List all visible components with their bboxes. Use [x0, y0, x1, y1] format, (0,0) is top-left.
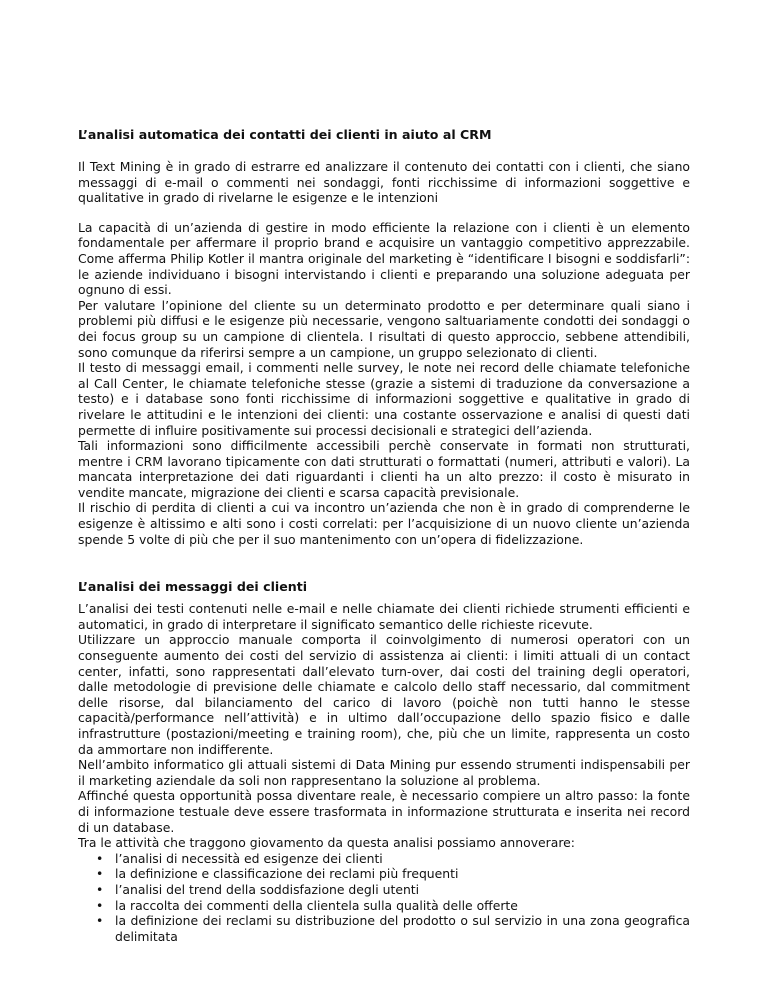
paragraph: Per valutare l’opinione del cliente su un determinato prodotto e per determinare quali siano i problemi più diffusi e le esigenze più necessarie, vengono saltuariamente condotti dei sondaggi o dei focus group su un campione di clientela. I risultati di questo approccio, sebbene attendibili, sono comunque da riferirsi sempre a un campione, un gruppo selezionato di clienti.: [78, 297, 690, 360]
heading-crm: L’analisi automatica dei contatti dei clienti in aiuto al CRM: [78, 127, 492, 142]
paragraph: La capacità di un’azienda di gestire in modo efficiente la relazione con i clienti è un elemento fondamentale per affermare il proprio brand e acquisire un vantaggio competitivo apprezzabile. Come afferma Philip Kotler il mantra originale del marketing è “identificare I bisogni e soddisfarli”: le aziende individuano i bisogni intervistando i clienti e preparando una soluzione adeguata per ognuno di essi.: [78, 219, 690, 298]
paragraph: Affinché questa opportunità possa diventare reale, è necessario compiere un altro passo: la fonte di informazione testuale deve essere trasformata in informazione strutturata e inserita nei record di un database.: [78, 788, 690, 835]
paragraph: Utilizzare un approccio manuale comporta il coinvolgimento di numerosi operatori con un conseguente aumento dei costi del servizio di assistenza ai clienti: i limiti attuali di un contact center, infatti, sono rappresentati dall’elevato turn-over, dai costi del training degli operatori, dalle metodologie di previsione delle chiamate e calcolo dello staff necessario, dal commitment delle risorse, dal bilanciamento del carico di lavoro (poichè non tutti hanno le stesse capacità/performance nell’attività) e in ultimo dall’occupazione dello spazio fisico e dalle infrastrutture (postazioni/meeting e training room), che, più che un limite, rappresenta un costo da ammortare non indifferente.: [78, 632, 690, 757]
spacer: [78, 143, 690, 159]
activity-list: [78, 851, 690, 945]
paragraph: Il testo di messaggi email, i commenti nelle survey, le note nei record delle chiamate telefoniche al Call Center, le chiamate telefoniche stesse (grazie a sistemi di traduzione da conversazione a testo) e i database sono fonti ricchissime di informazioni soggettive e qualitative in grado di rivelare le attitudini e le intenzioni dei clienti: una costante osservazione e analisi di questi dati permette di influire positivamente sui processi decisionali e strategici dell’azienda.: [78, 360, 690, 438]
list-item: • l’analisi del trend della soddisfazione degli utenti: [78, 882, 690, 898]
paragraph: L’analisi dei testi contenuti nelle e-mail e nelle chiamate dei clienti richiede strumenti efficienti e automatici, in grado di interpretare il significato semantico delle richieste ricevute.: [78, 601, 690, 632]
list-item: • la raccolta dei commenti della clientela sulla qualità delle offerte: [78, 898, 690, 914]
paragraph: Il rischio di perdita di clienti a cui va incontro un’azienda che non è in grado di comprenderne le esigenze è altissimo e alti sono i costi correlati: per l’acquisizione di un nuovo cliente un’azienda spende 5 volte di più che per il suo mantenimento con un’opera di fidelizzazione.: [78, 500, 690, 547]
paragraph: Tra le attività che traggono giovamento da questa analisi possiamo annoverare:: [78, 835, 575, 851]
paragraph: Nell’ambito informatico gli attuali sistemi di Data Mining pur essendo strumenti indispensabili per il marketing aziendale da soli non rappresentano la soluzione al problema.: [78, 757, 690, 788]
heading-messaggi: L’analisi dei messaggi dei clienti: [78, 579, 308, 595]
list-item: • la definizione e classificazione dei reclami più frequenti: [78, 866, 690, 882]
document-page: [78, 127, 690, 944]
spacer: [78, 206, 690, 220]
list-item: • la definizione dei reclami su distribuzione del prodotto o sul servizio in una zona geografica delimitata: [78, 913, 690, 944]
intro-paragraph: Il Text Mining è in grado di estrarre ed analizzare il contenuto dei contatti con i clienti, che siano messaggi di e-mail o commenti nei sondaggi, fonti ricchissime di informazioni soggettive e qualitative in grado di rivelarne le esigenze e le intenzioni: [78, 159, 690, 206]
paragraph: Tali informazioni sono difficilmente accessibili perchè conservate in formati non strutturati, mentre i CRM lavorano tipicamente con dati strutturati o formattati (numeri, attributi e valori). La mancata interpretazione dei dati riguardanti i clienti ha un alto prezzo: il costo è misurato in vendite mancate, migrazione dei clienti e scarsa capacità previsionale.: [78, 438, 690, 500]
spacer: [78, 547, 690, 579]
list-item: • l’analisi di necessità ed esigenze dei clienti: [78, 851, 690, 867]
